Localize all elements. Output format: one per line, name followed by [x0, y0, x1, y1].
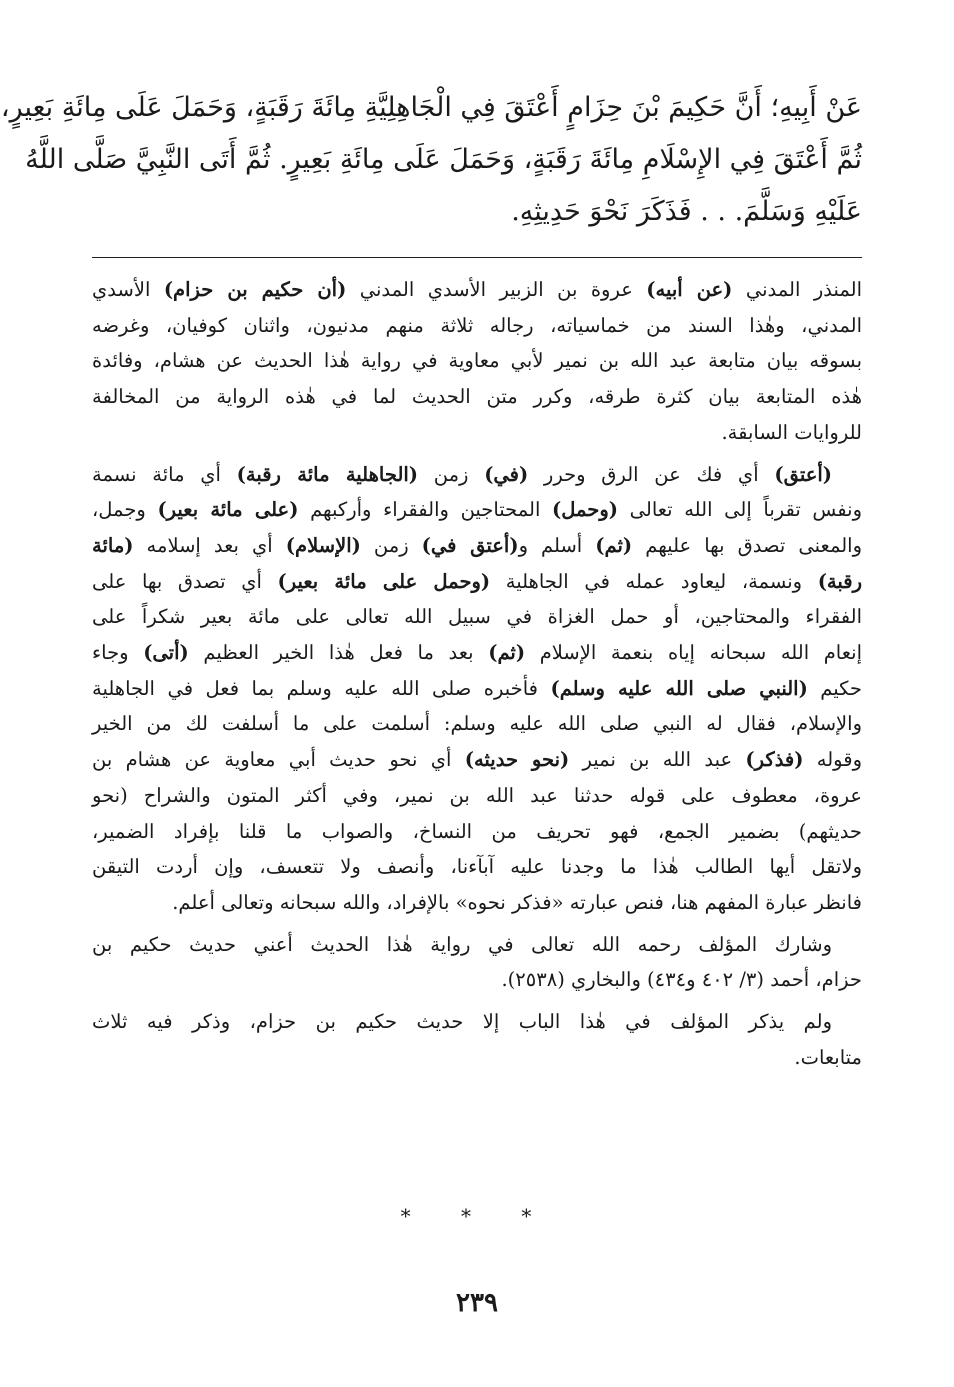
commentary-line [92, 528, 862, 564]
quoted-term: (أن حكيم بن حزام) [163, 278, 347, 301]
commentary-text: زمن [360, 533, 422, 557]
matn-line-2: ثُمَّ أَعْتَقَ فِي الإِسْلَامِ مِائَةَ رَقَبَةٍ، وَحَمَلَ عَلَى مِائَةِ بَعِيرٍ. ثُمَّ أَتَى النَّبِيَّ صَلَّى اللَّهُ [25, 144, 862, 175]
commentary-text: بسوقه بيان متابعة عبد الله بن نمير لأبي معاوية في رواية هٰذا الحديث عن هشام، وفائدة [92, 349, 862, 373]
commentary-text: زمن [418, 462, 485, 486]
commentary-line [92, 885, 862, 921]
commentary-line [92, 778, 862, 814]
quoted-term: (وحمل على مائة بعير) [277, 569, 491, 593]
quoted-term: (نحو حديثه) [464, 748, 570, 772]
commentary-text: أي نحو حديث أبي معاوية عن هشام بن [92, 748, 465, 772]
commentary-line [92, 492, 862, 528]
commentary-line [92, 927, 862, 963]
quoted-term: (النبي صلى الله عليه وسلم) [550, 676, 808, 700]
commentary-text: أي بعد إسلامه [133, 533, 286, 557]
quoted-term: (على مائة بعير) [157, 498, 299, 522]
commentary-text: حزام، أحمد (٣/ ٤٠٢ و٤٣٤) والبخاري (٢٥٣٨). [501, 968, 862, 992]
footnote-divider [92, 257, 862, 258]
commentary-line [92, 308, 862, 344]
commentary-paragraph-3 [92, 927, 862, 998]
commentary-text: وجاء [92, 641, 144, 665]
quoted-term: (الإسلام) [285, 533, 361, 557]
commentary-text: وجمل، [92, 498, 158, 522]
hadith-text [0, 82, 862, 238]
commentary-text: وشارك المؤلف رحمه الله تعالى في رواية هٰذا الحديث أعني حديث حكيم بن [92, 932, 832, 956]
commentary-text: عبد الله بن نمير [569, 748, 746, 772]
matn-block [0, 82, 862, 238]
commentary-line [92, 343, 862, 379]
commentary-line [92, 1040, 862, 1076]
commentary-text: بعد ما فعل هٰذا الخير العظيم [188, 641, 489, 665]
commentary-text: أسلم و [518, 533, 596, 557]
commentary-line [92, 671, 862, 707]
commentary-text: فأخبره صلى الله عليه وسلم بما فعل في الجاهلية [92, 676, 551, 700]
commentary-line [92, 742, 862, 778]
commentary-text: والمعنى تصدق بها عليهم [632, 533, 862, 557]
quoted-term: (ثم) [595, 533, 633, 557]
quoted-term: (أعتق) [774, 462, 832, 486]
quoted-term: (ثم) [488, 641, 526, 665]
commentary-paragraph-1 [92, 272, 862, 451]
commentary-text: المحتاجين والفقراء وأركبهم [298, 498, 553, 522]
commentary-line [92, 564, 862, 600]
commentary-text: عروة بن الزبير الأسدي المدني [346, 278, 647, 301]
quoted-term: رقبة) [817, 569, 862, 593]
commentary-text: ولم يذكر المؤلف في هٰذا الباب إلا حديث حكيم بن حزام، وذكر فيه ثلاث [92, 1010, 832, 1034]
quoted-term: (أتى) [143, 641, 189, 665]
commentary-text: الأسدي [92, 278, 164, 301]
commentary-text: ولاتقل أيها الطالب هٰذا ما وجدنا عليه آبآءنا، وأنصف ولا تتعسف، وإن أردت التيقن [92, 855, 862, 879]
commentary-line [92, 706, 862, 742]
commentary-line [92, 1004, 862, 1040]
quoted-term: (الجاهلية مائة رقبة) [236, 462, 419, 486]
commentary-text: حكيم [807, 676, 862, 700]
quoted-term: (عن أبيه) [646, 278, 733, 301]
commentary-paragraph-2 [92, 457, 862, 921]
quoted-term: (فذكر) [745, 748, 804, 772]
commentary-text: ونسمة، ليعاود عمله في الجاهلية [490, 569, 818, 593]
section-separator: * * * [400, 1204, 554, 1228]
commentary-text: للروايات السابقة. [721, 420, 862, 444]
quoted-term: (وحمل) [552, 498, 618, 522]
commentary-line [92, 635, 862, 671]
commentary-text: ونفس تقرباً إلى الله تعالى [618, 498, 862, 522]
commentary-text: هٰذه المتابعة بيان كثرة طرقه، وكرر متن الحديث لما في هٰذه الرواية من المخالفة [92, 385, 862, 409]
commentary-block [92, 272, 862, 1081]
commentary-line [92, 457, 862, 493]
commentary-line [92, 599, 862, 635]
commentary-text: الفقراء والمحتاجين، أو حمل الغزاة في سبيل الله تعالى على مائة بعير شكراً على [92, 605, 862, 629]
page-number: ٢٣٩ [456, 1288, 498, 1318]
quoted-term: (أعتق في) [421, 533, 519, 557]
commentary-text: أي تصدق بها على [92, 569, 278, 593]
quoted-term: (في) [484, 462, 529, 486]
commentary-text: إنعام الله سبحانه إياه بنعمة الإسلام [525, 641, 862, 665]
commentary-text: المدني، وهٰذا السند من خماسياته، رجاله ثلاثة منهم مدنيون، واثنان كوفيان، وغرضه [92, 313, 862, 337]
matn-line-1: عَنْ أَبِيهِ؛ أَنَّ حَكِيمَ بْنَ حِزَامٍ أَعْتَقَ فِي الْجَاهِلِيَّةِ مِائَةَ رَقَبَةٍ، وَحَمَلَ عَلَى مِائَةِ بَعِيرٍ، [0, 92, 862, 123]
commentary-text: وقوله [803, 748, 862, 772]
commentary-text: فانظر عبارة المفهم هنا، فنص عبارته «فذكر نحوه» بالإفراد، والله سبحانه وتعالى أعلم. [172, 890, 862, 914]
commentary-paragraph-4 [92, 1004, 862, 1075]
commentary-text: والإسلام، فقال له النبي صلى الله عليه وسلم: أسلمت على ما أسلفت لك من الخير [92, 712, 862, 736]
commentary-line [92, 415, 862, 451]
commentary-line [92, 379, 862, 415]
commentary-text: أي مائة نسمة [92, 462, 237, 486]
quoted-term: (مائة [92, 533, 134, 557]
commentary-line [92, 272, 862, 308]
commentary-text: متابعات. [794, 1045, 862, 1069]
commentary-line [92, 814, 862, 850]
matn-line-3: عَلَيْهِ وَسَلَّمَ. . . فَذَكَرَ نَحْوَ حَدِيثِهِ. [511, 196, 862, 227]
commentary-text: أي فك عن الرق وحرر [528, 462, 775, 486]
commentary-line [92, 849, 862, 885]
commentary-text: المنذر المدني [732, 278, 862, 301]
commentary-line [92, 962, 862, 998]
commentary-text: حديثهم) بضمير الجمع، فهو تحريف من النساخ، والصواب ما قلنا بإفراد الضمير، [92, 819, 862, 843]
commentary-text: عروة، معطوف على قوله حدثنا عبد الله بن نمير، وفي أكثر المتون والشراح (نحو [92, 783, 862, 807]
